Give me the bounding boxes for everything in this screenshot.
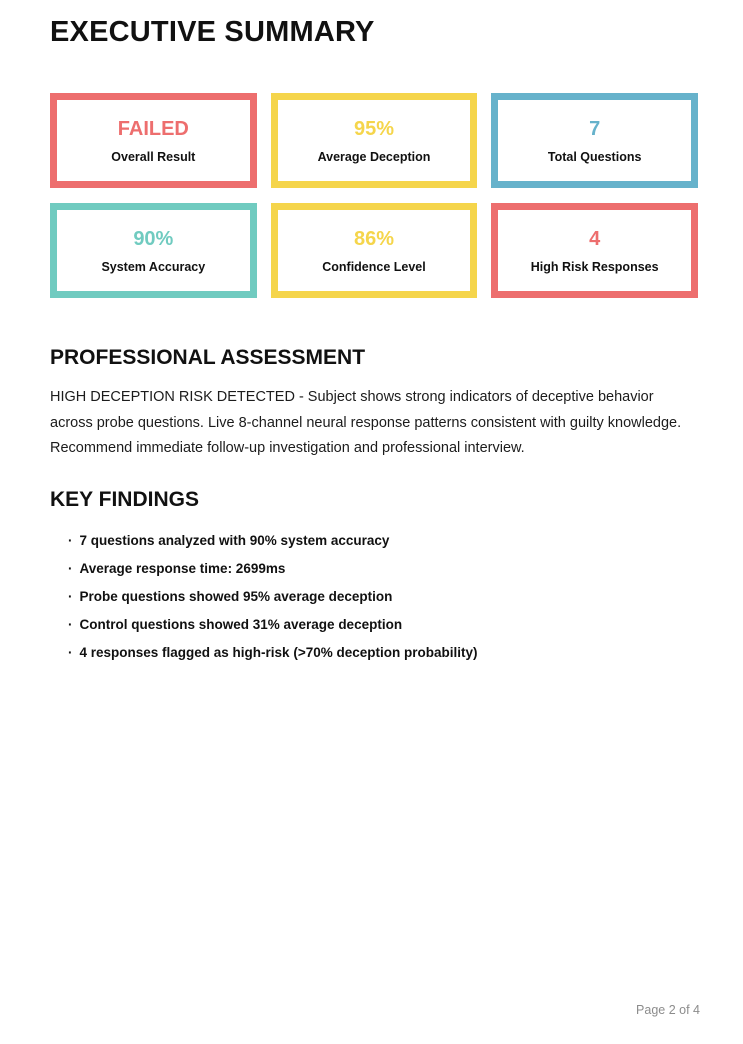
finding-text: 4 responses flagged as high-risk (>70% deception probability)	[79, 644, 478, 660]
bullet-dot: ·	[68, 644, 73, 660]
stat-value: 4	[589, 227, 601, 250]
stat-value: 90%	[133, 227, 174, 250]
stat-label: High Risk Responses	[530, 259, 659, 274]
stat-value: 86%	[353, 227, 394, 250]
finding-text: 7 questions analyzed with 90% system accuracy	[79, 532, 390, 548]
stat-card-confidence-level	[271, 203, 478, 298]
page-title: EXECUTIVE SUMMARY	[50, 16, 375, 48]
finding-item	[68, 561, 698, 577]
key-findings-list	[50, 533, 698, 661]
finding-text: Control questions showed 31% average deception	[79, 616, 403, 632]
stat-card-overall-result	[50, 93, 257, 188]
stat-card-average-deception	[271, 93, 478, 188]
finding-text: Average response time: 2699ms	[79, 560, 286, 576]
stat-card-high-risk-responses	[491, 203, 698, 298]
key-findings-heading: KEY FINDINGS	[50, 487, 199, 511]
professional-assessment-heading: PROFESSIONAL ASSESSMENT	[50, 346, 366, 369]
finding-item	[68, 589, 698, 605]
stat-value: FAILED	[117, 117, 189, 140]
stat-label: System Accuracy	[101, 259, 206, 274]
key-findings-section	[50, 488, 698, 661]
bullet-dot: ·	[68, 588, 73, 604]
stat-label: Average Deception	[317, 149, 431, 164]
finding-item	[68, 617, 698, 633]
finding-text: Probe questions showed 95% average deception	[79, 588, 393, 604]
bullet-dot: ·	[68, 560, 73, 576]
bullet-dot: ·	[68, 532, 73, 548]
stat-cards-grid	[50, 93, 698, 298]
finding-item	[68, 533, 698, 549]
stat-value: 7	[589, 117, 601, 140]
stat-label: Overall Result	[111, 149, 196, 164]
bullet-dot: ·	[68, 616, 73, 632]
stat-label: Total Questions	[547, 149, 642, 164]
page-number: Page 2 of 4	[636, 1003, 700, 1017]
stat-card-system-accuracy	[50, 203, 257, 298]
stat-value: 95%	[353, 117, 394, 140]
professional-assessment-body: HIGH DECEPTION RISK DETECTED - Subject shows strong indicators of deceptive behavior across probe questions. Live 8-channel neural response patterns consistent with guilty knowledge. Recommend immediate follow-up investigation and professional interview.	[50, 389, 682, 456]
professional-assessment-section	[50, 346, 698, 462]
stat-card-total-questions	[491, 93, 698, 188]
stat-label: Confidence Level	[322, 259, 426, 274]
finding-item	[68, 645, 698, 661]
